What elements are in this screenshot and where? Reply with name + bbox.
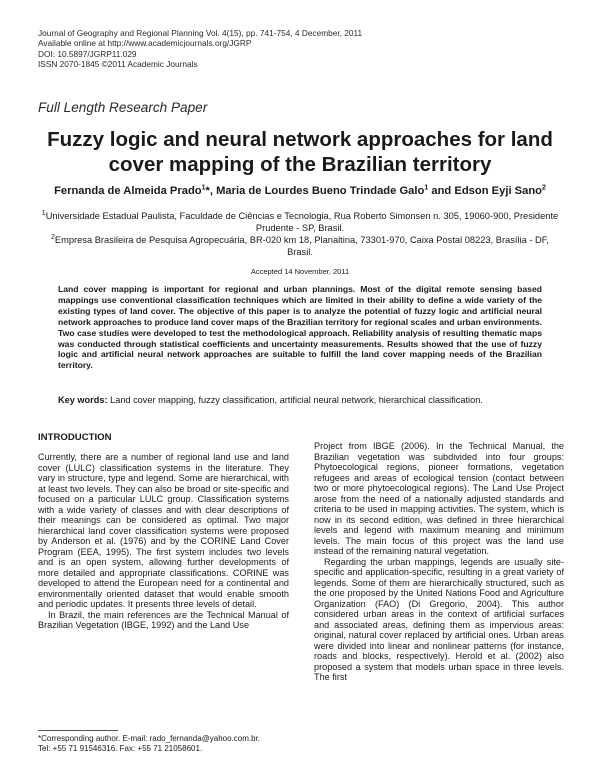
affiliation — [40, 234, 560, 258]
author-name: Fernanda de Almeida Prado — [54, 185, 202, 197]
affiliations — [40, 210, 560, 258]
footnote-email-line: *Corresponding author. E-mail: rado_fernanda@yahoo.com.br. — [38, 734, 261, 743]
corresponding-author-footnote — [38, 734, 293, 754]
footnote-divider — [38, 730, 118, 731]
author-affiliation-mark: 1 — [424, 184, 429, 192]
accepted-date: Accepted 14 November, 2011 — [250, 267, 350, 276]
keywords-label: Key words: — [58, 395, 108, 405]
affiliation-text: Empresa Brasileira de Pesquisa Agropecuária, BR-020 km 18, Planaltina, 73301-970, Caixa Postal 08223, Brasília - DF, Brasil. — [54, 235, 549, 257]
keywords — [58, 395, 548, 405]
affiliation-mark: 1 — [41, 209, 46, 217]
journal-issn: ISSN 2070-1845 ©2011 Academic Journals — [38, 59, 198, 70]
affiliation-text: Universidade Estadual Paulista, Faculdade de Ciências e Tecnologia, Rua Roberto Simonsen n. 305, 19060-900, Presidente Prudente - SP, Brasil. — [45, 211, 559, 233]
keywords-text: Land cover mapping, fuzzy classification, artificial neural network, hierarchical classification. — [110, 395, 483, 405]
journal-online-link: Available online at http://www.academicjournals.org/JGRP — [38, 38, 252, 49]
author-list — [30, 185, 570, 197]
footnote-phone-line: Tel: +55 71 91546316. Fax: +55 71 21058601. — [38, 744, 203, 754]
body-paragraph: Regarding the urban mappings, legends are usually site-specific and application-specific, resulting in a great variety of legends. Some of them are hierarchically structured, such as the one proposed by the United Nations Food and Agriculture Organization (FAO) (Di Gregorio, 2004). This author considered urban areas in the context of artificial surfaces and associated areas, defining them as impervious areas: original, natural cover replaced by artificial ones. Urban areas were divided into linear and nonlinear patterns (for instance, roads and blocks, respectively). Herold et al. (2002) also proposed a system that models urban space in three levels. The first — [314, 556, 564, 682]
author-separator: *, — [205, 185, 217, 197]
journal-header — [38, 28, 362, 70]
journal-citation: Journal of Geography and Regional Planning Vol. 4(15), pp. 741-754, 4 December, 2011 — [38, 28, 363, 38]
body-paragraph: Project from IBGE (2006). In the Technical Manual, the Brazilian vegetation was subdivided into four groups: Phytoecological regions, pioneer formations, vegetation refugees and areas of ecological tension (contact between two or more phytoecological regions). The Land Use Project arose from the need of a nationally adjusted standards and criteria to be used in mapping activities. The system, which is now in its second edition, was defined in three hierarchical levels and legend with maximum meaning and minimum levels. The main focus of this project was the land use instead of the remaining natural vegetation. — [314, 441, 564, 556]
author-separator: and — [428, 185, 455, 197]
section-heading-introduction: INTRODUCTION — [38, 432, 112, 443]
author-affiliation-mark: 1 — [201, 184, 206, 192]
abstract: Land cover mapping is important for regional and urban plannings. Most of the digital remote sensing based mappings use conventional classification techniques which are limited in their ability to define a wide variety of the existing types of land cover. The objective of this paper is to analyze the potential of fuzzy logic and artificial neural network approaches to produce land cover maps of the Brazilian territory for regional scales and urban environments. Two case studies were developed to test the methodological approach. Reliability analysis of resulting thematic maps was conducted through statistical coefficients and uncertainty measurements. Results showed that the use of fuzzy logic and artificial neural network approaches are suitable to fulfill the land cover mapping needs of the Brazilian territory. — [58, 284, 542, 371]
affiliation-mark: 2 — [51, 233, 55, 241]
paper-type: Full Length Research Paper — [38, 100, 208, 115]
body-paragraph: Currently, there are a number of regional land use and land cover (LULC) classification systems in the literature. They vary in structure, type and legend. Some are hierarchical, with at least two levels. They can also be broad or site-specific and focused on a particular LULC group. Classification systems with a wide variety of classes and with clear descriptions of their meanings can be considered as optimal. Two major hierarchical land cover classification systems were proposed by Anderson et al. (1976) and by the CORINE Land Cover Program (EEA, 1995). The first system includes two levels and is an open system, allowing further developments of more detailed and appropriate classifications. CORINE was developed to attend the European need for a continental and environmentally oriented dataset that would enable smooth and periodic updates. It presents three levels of detail. — [38, 452, 289, 609]
body-column-right — [314, 441, 564, 683]
author-name: Edson Eyji Sano — [454, 185, 543, 197]
affiliation — [40, 210, 560, 234]
author-affiliation-mark: 2 — [542, 184, 546, 192]
paper-title: Fuzzy logic and neural network approaches for land cover mapping of the Brazilian territory — [47, 128, 553, 176]
journal-doi: DOI: 10.5897/JGRP11.029 — [38, 48, 137, 59]
body-paragraph: In Brazil, the main references are the Technical Manual of Brazilian Vegetation (IBGE, 1992) and the Land Use — [38, 609, 289, 630]
author-name: Maria de Lourdes Bueno Trindade Galo — [216, 185, 425, 197]
body-column-left — [38, 452, 289, 631]
